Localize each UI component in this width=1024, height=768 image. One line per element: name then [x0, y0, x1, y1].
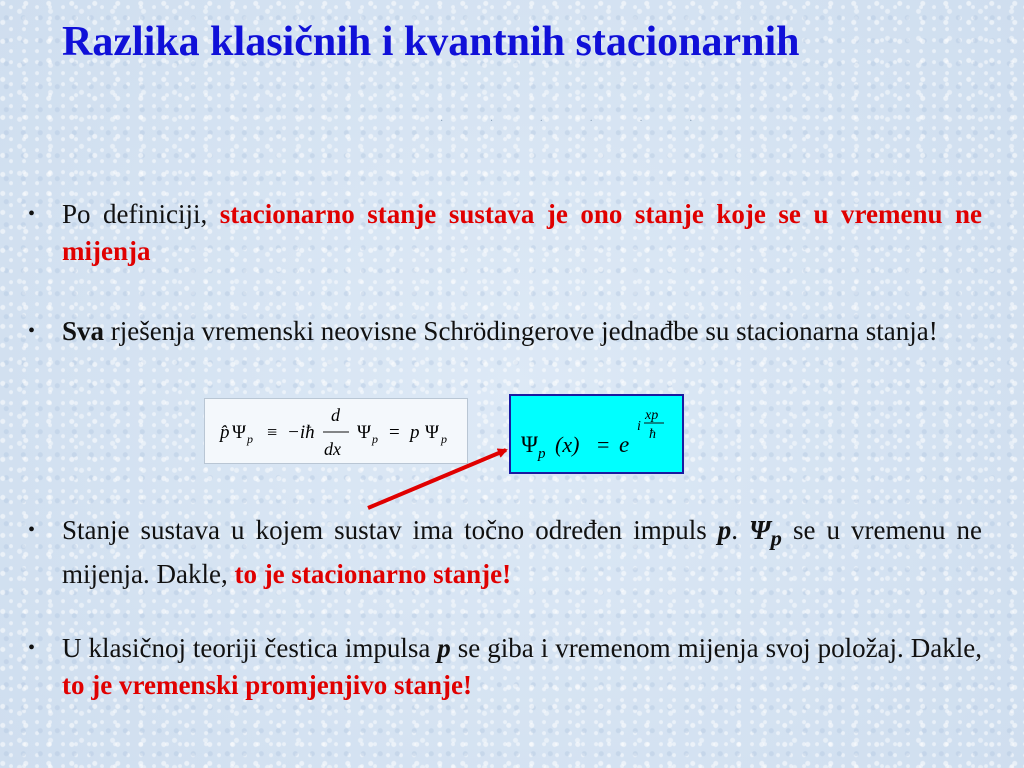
bullet-solutions	[28, 313, 982, 350]
momentum-operator-equation	[204, 398, 468, 464]
wf-psi: Ψ	[521, 432, 538, 457]
bullet-text	[62, 512, 982, 593]
bullet-text	[62, 313, 982, 350]
bullet-bold-text: Sva	[62, 316, 105, 346]
wf-equals: =	[597, 432, 610, 457]
wf-arg: (x)	[555, 432, 580, 457]
eq-psi-sub-2: p	[372, 432, 378, 446]
bullet-classical	[28, 630, 982, 704]
symbol-p: p	[717, 515, 732, 545]
bullet-plain-text-3: se u vremenu ne mijenja. Dakle,	[62, 515, 983, 590]
eq-psi-2: Ψ	[357, 422, 372, 443]
bullet-text	[62, 196, 982, 270]
wf-exp-i: i	[637, 419, 641, 434]
bullet-plain-text-2: .	[731, 515, 750, 545]
bullet-emphasis-text: to je stacionarno stanje!	[234, 559, 512, 590]
eq-psi-sub: p	[247, 432, 253, 446]
wavefunction-equation	[509, 394, 684, 474]
bullet-emphasis-text: stacionarno stanje sustava je ono stanje koje se u vremenu ne mijenja	[62, 199, 982, 266]
bullet-plain-text-2: se giba i vremenom mijenja svoj položaj. Dakle,	[450, 633, 982, 663]
bullet-marker: •	[28, 637, 36, 659]
bullet-plain-text: Stanje sustava u kojem sustav ima točno određen impuls	[62, 515, 718, 545]
wf-psi-sub: p	[538, 446, 546, 462]
eq-psi-3: Ψ	[425, 422, 440, 443]
eq-equiv: ≡	[267, 422, 278, 442]
bullet-text	[62, 630, 982, 704]
eq-p-hat: p̂	[220, 422, 230, 443]
bullet-plain-text: Po definiciji,	[62, 199, 220, 229]
bullet-definition	[28, 196, 982, 270]
eq-minus-i-hbar: −iħ	[287, 422, 315, 443]
bullet-emphasis-text: to je vremenski promjenjivo stanje!	[62, 670, 472, 700]
symbol-psi-sub: p	[770, 525, 782, 551]
symbol-psi: Ψ	[749, 515, 771, 545]
symbol-p: p	[437, 633, 451, 663]
wf-exp-numerator: xp	[645, 408, 659, 423]
eq-psi-sub-3: p	[441, 432, 447, 446]
wf-exp-denominator: ħ	[649, 427, 656, 442]
wf-e: e	[619, 432, 630, 457]
eq-equals: =	[389, 422, 400, 443]
bullet-marker: •	[28, 519, 36, 541]
bullet-plain-text: rješenja vremenski neovisne Schrödingerove jednađbe su stacionarna stanja!	[104, 316, 938, 346]
eq-dx: dx	[324, 439, 341, 459]
bullet-marker: •	[28, 203, 36, 225]
slide-title: Razlika klasičnih i kvantnih stacionarnih	[62, 19, 800, 65]
eq-psi: Ψ	[232, 422, 247, 443]
bullet-marker: •	[28, 320, 36, 342]
bullet-plain-text: U klasičnoj teoriji čestica impulsa	[62, 633, 438, 663]
eq-d: d	[331, 405, 340, 425]
bullet-impulse-state	[28, 512, 982, 593]
decorative-dots: · · · · · ·	[440, 116, 715, 127]
eq-p: p	[410, 422, 420, 443]
